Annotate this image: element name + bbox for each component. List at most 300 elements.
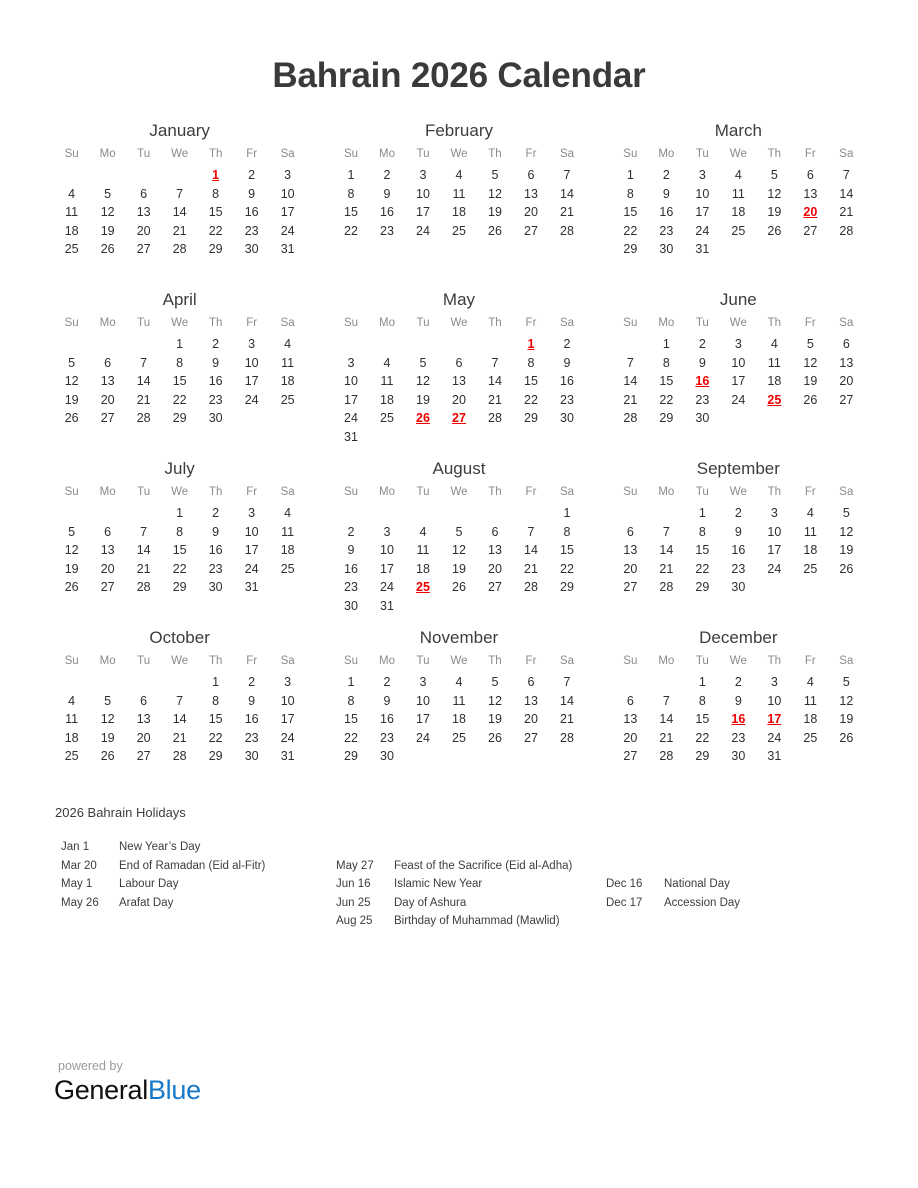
weekday-header: We: [171, 317, 189, 329]
day-cell: 6: [104, 524, 112, 539]
day-cell-holiday: 16: [695, 374, 710, 389]
day-cell: 13: [524, 186, 538, 201]
weekday-header: Fr: [525, 486, 537, 498]
day-cell: 21: [560, 205, 574, 220]
day-cell-empty: [612, 335, 648, 354]
day-cell: 17: [244, 543, 259, 558]
holiday-name: Labour Day: [119, 878, 179, 890]
day-cell: 24: [380, 580, 394, 595]
day-cell: 28: [488, 411, 502, 426]
day-cell: 14: [136, 543, 151, 558]
day-cell: 19: [64, 392, 79, 407]
day-cell-holiday: 1: [527, 337, 535, 352]
day-cell: 16: [208, 374, 223, 389]
month-block: [54, 290, 306, 459]
day-cell: 19: [488, 205, 502, 220]
day-cell: 11: [65, 205, 79, 220]
day-cell: 14: [524, 543, 538, 558]
day-cell: 27: [488, 580, 502, 595]
day-cell: 11: [452, 186, 466, 201]
week-row: [54, 729, 306, 748]
month-table: [333, 484, 585, 615]
day-cell: 7: [563, 675, 571, 690]
day-cell: 2: [383, 675, 391, 690]
day-cell: 22: [172, 561, 187, 576]
day-cell: 10: [280, 693, 295, 708]
holiday-date: Jun 25: [336, 896, 371, 909]
day-cell: 17: [416, 712, 430, 727]
day-cell: 23: [560, 392, 574, 407]
day-cell-empty: [162, 166, 198, 185]
weekday-header: Th: [767, 317, 782, 329]
week-row: [54, 710, 306, 729]
weekday-header: Sa: [559, 486, 575, 498]
day-cell-empty: [792, 409, 828, 428]
day-cell: 18: [380, 392, 394, 407]
day-cell: 11: [803, 524, 817, 539]
month-block: [54, 628, 306, 797]
month-table: [612, 484, 864, 597]
day-cell-empty: [549, 747, 585, 766]
day-cell-empty: [441, 597, 477, 616]
day-cell-empty: [333, 335, 369, 354]
weekday-header: Th: [488, 486, 502, 498]
weekday-header: Sa: [280, 148, 295, 160]
day-cell: 7: [662, 693, 670, 708]
weekday-header: We: [729, 486, 747, 498]
day-cell: 10: [731, 355, 746, 370]
week-row: [612, 185, 864, 204]
day-cell: 5: [104, 693, 112, 708]
weekday-header: Mo: [99, 486, 116, 498]
day-cell: 16: [659, 205, 674, 220]
day-cell: 20: [623, 561, 638, 576]
weekday-header: Mo: [99, 317, 116, 329]
day-cell: 5: [842, 675, 850, 690]
day-cell: 3: [284, 675, 292, 690]
month-table: [333, 315, 585, 446]
day-cell: 2: [734, 675, 742, 690]
day-cell-empty: [648, 504, 684, 523]
day-cell-empty: [792, 578, 828, 597]
day-cell: 21: [560, 712, 574, 727]
day-cell: 29: [344, 749, 358, 764]
day-cell: 7: [176, 186, 184, 201]
week-row: [333, 428, 585, 447]
day-cell: 26: [803, 392, 818, 407]
day-cell: 10: [767, 693, 782, 708]
holiday-name: Arafat Day: [119, 896, 174, 909]
day-cell: 4: [383, 355, 391, 370]
holiday-legend-row: [336, 857, 606, 876]
day-cell: 2: [347, 524, 355, 539]
month-block: [333, 121, 585, 290]
day-cell: 25: [64, 242, 79, 257]
weekday-header: Tu: [695, 148, 709, 160]
day-cell: 11: [281, 355, 295, 370]
day-cell: 27: [524, 223, 538, 238]
day-cell: 9: [248, 693, 256, 708]
day-cell: 30: [244, 242, 259, 257]
day-cell-empty: [720, 240, 756, 259]
day-cell: 20: [524, 712, 538, 727]
day-cell: 3: [284, 168, 292, 183]
week-row: [612, 710, 864, 729]
day-cell: 4: [419, 524, 427, 539]
day-cell: 11: [767, 355, 781, 370]
holiday-name: Feast of the Sacrifice (Eid al-Adha): [394, 859, 573, 872]
day-cell: 19: [803, 374, 818, 389]
day-cell: 6: [455, 355, 463, 370]
day-cell: 4: [455, 675, 463, 690]
logo-text-blue: Blue: [147, 1075, 201, 1105]
day-cell: 23: [731, 730, 746, 745]
weekday-header: Th: [767, 148, 782, 160]
day-cell: 15: [695, 543, 710, 558]
week-row: [612, 391, 864, 410]
weekday-header: We: [450, 655, 468, 667]
holiday-date: May 27: [336, 859, 374, 872]
day-cell: 4: [806, 506, 814, 521]
day-cell: 5: [104, 186, 112, 201]
day-cell: 10: [695, 186, 710, 201]
day-cell: 18: [280, 374, 295, 389]
day-cell: 27: [623, 580, 638, 595]
day-cell: 13: [136, 205, 151, 220]
month-table: [333, 146, 585, 240]
week-row: [333, 578, 585, 597]
weekday-header: We: [450, 486, 468, 498]
weekday-header: Mo: [378, 148, 395, 160]
day-cell: 31: [380, 598, 394, 613]
weekday-header: Th: [767, 655, 782, 667]
day-cell: 8: [698, 693, 706, 708]
day-cell: 13: [488, 543, 502, 558]
day-cell: 15: [208, 712, 223, 727]
weekday-header: Th: [208, 655, 223, 667]
weekday-header: Sa: [280, 486, 295, 498]
holiday-date: Aug 25: [336, 915, 373, 927]
day-cell: 24: [280, 730, 295, 745]
day-cell: 12: [64, 543, 79, 558]
day-cell-holiday: 26: [416, 411, 430, 426]
holiday-legend-row: [606, 894, 846, 913]
day-cell: 25: [280, 561, 295, 576]
day-cell: 31: [280, 749, 295, 764]
day-cell: 23: [344, 580, 358, 595]
weekday-header: Tu: [695, 655, 709, 667]
day-cell: 22: [208, 223, 223, 238]
weekday-header: Mo: [99, 148, 116, 160]
week-row: [333, 222, 585, 241]
weekday-header: Su: [64, 486, 79, 498]
day-cell: 30: [659, 242, 674, 257]
day-cell: 8: [347, 693, 355, 708]
weekday-header: Th: [208, 148, 223, 160]
weekday-header: Fr: [525, 317, 537, 329]
day-cell-empty: [513, 428, 549, 447]
day-cell: 22: [344, 223, 358, 238]
day-cell: 22: [524, 392, 538, 407]
weekday-header: We: [171, 148, 189, 160]
day-cell-empty: [405, 335, 441, 354]
day-cell: 13: [839, 355, 854, 370]
weekday-header: Sa: [559, 655, 575, 667]
day-cell: 23: [380, 730, 394, 745]
day-cell: 24: [767, 561, 782, 576]
day-cell: 13: [100, 374, 115, 389]
holiday-date: Dec 17: [606, 896, 643, 909]
day-cell-empty: [828, 747, 864, 766]
day-cell-empty: [405, 428, 441, 447]
month-block: [333, 290, 585, 459]
day-cell-empty: [369, 504, 405, 523]
day-cell: 20: [839, 374, 854, 389]
day-cell: 28: [623, 411, 638, 426]
day-cell: 20: [136, 730, 151, 745]
day-cell: 14: [136, 374, 151, 389]
day-cell: 4: [68, 186, 76, 201]
day-cell-empty: [54, 504, 90, 523]
day-cell: 6: [527, 675, 535, 690]
day-cell: 30: [560, 411, 574, 426]
day-cell: 7: [491, 355, 499, 370]
day-cell: 27: [136, 242, 151, 257]
day-cell-holiday: 20: [803, 205, 818, 220]
day-cell: 3: [698, 168, 706, 183]
day-cell: 10: [416, 693, 430, 708]
holiday-name: End of Ramadan (Eid al-Fitr): [119, 859, 266, 872]
day-cell: 23: [659, 223, 674, 238]
day-cell: 8: [527, 355, 535, 370]
day-cell: 2: [734, 506, 742, 521]
holiday-legend-row: [61, 857, 336, 876]
day-cell: 14: [560, 693, 574, 708]
week-row: [612, 578, 864, 597]
day-cell: 31: [244, 580, 259, 595]
day-cell: 3: [770, 506, 778, 521]
week-row: [612, 504, 864, 523]
day-cell: 15: [560, 543, 574, 558]
weekday-header: Mo: [378, 317, 395, 329]
day-cell: 26: [64, 411, 79, 426]
day-cell: 4: [806, 675, 814, 690]
month-block: [612, 290, 864, 459]
day-cell: 15: [208, 205, 223, 220]
day-cell-empty: [756, 409, 792, 428]
day-cell-empty: [513, 747, 549, 766]
weekday-header: Sa: [839, 317, 854, 329]
week-row: [54, 354, 306, 373]
day-cell: 26: [64, 580, 79, 595]
day-cell: 19: [488, 712, 502, 727]
day-cell: 5: [455, 524, 463, 539]
day-cell: 22: [695, 730, 710, 745]
day-cell: 10: [767, 524, 782, 539]
holiday-legend-row: [336, 912, 606, 931]
day-cell-empty: [828, 240, 864, 259]
day-cell: 18: [731, 205, 746, 220]
week-row: [612, 354, 864, 373]
day-cell: 7: [176, 693, 184, 708]
day-cell-empty: [549, 428, 585, 447]
day-cell: 14: [659, 712, 674, 727]
day-cell: 29: [560, 580, 574, 595]
week-row: [54, 504, 306, 523]
day-cell: 11: [281, 524, 295, 539]
day-cell: 21: [488, 392, 502, 407]
month-name: November: [419, 628, 499, 647]
month-name: July: [164, 459, 195, 478]
day-cell: 13: [100, 543, 115, 558]
day-cell: 14: [172, 205, 187, 220]
weekday-header-row: [54, 315, 306, 335]
day-cell: 26: [488, 730, 502, 745]
month-name: September: [696, 459, 780, 478]
day-cell: 6: [842, 337, 850, 352]
weekday-header: Tu: [695, 317, 709, 329]
weekday-header: Tu: [416, 317, 430, 329]
weekday-header-row: [612, 653, 864, 673]
day-cell: 22: [344, 730, 358, 745]
day-cell: 30: [344, 598, 358, 613]
day-cell: 15: [695, 712, 710, 727]
day-cell: 27: [623, 749, 638, 764]
holiday-name: National Day: [664, 878, 730, 890]
day-cell: 20: [524, 205, 538, 220]
day-cell: 29: [524, 411, 538, 426]
day-cell: 12: [488, 693, 502, 708]
weekday-header: We: [171, 486, 189, 498]
day-cell: 8: [176, 355, 184, 370]
day-cell-empty: [405, 597, 441, 616]
logo-text-general: General: [54, 1075, 148, 1105]
day-cell: 6: [806, 168, 814, 183]
day-cell: 12: [452, 543, 466, 558]
day-cell: 18: [767, 374, 782, 389]
day-cell-empty: [270, 409, 306, 428]
day-cell: 27: [803, 223, 818, 238]
weekday-header: Fr: [246, 317, 258, 329]
day-cell: 15: [623, 205, 638, 220]
day-cell-empty: [90, 166, 126, 185]
day-cell: 21: [839, 205, 854, 220]
day-cell: 17: [280, 205, 295, 220]
day-cell: 20: [452, 392, 466, 407]
weekday-header: Tu: [416, 655, 430, 667]
day-cell: 28: [136, 411, 151, 426]
day-cell: 10: [416, 186, 430, 201]
month-name: April: [162, 290, 197, 309]
weekday-header: Su: [343, 148, 359, 160]
day-cell-holiday: 17: [767, 712, 782, 727]
day-cell: 12: [64, 374, 79, 389]
week-row: [54, 166, 306, 185]
weekday-header-row: [333, 315, 585, 335]
week-row: [54, 203, 306, 222]
day-cell: 5: [491, 168, 499, 183]
weekday-header: We: [171, 655, 189, 667]
week-row: [333, 504, 585, 523]
day-cell-empty: [90, 335, 126, 354]
day-cell: 16: [208, 543, 223, 558]
month-table: [333, 653, 585, 766]
page-title: Bahrain 2026 Calendar: [272, 56, 646, 95]
day-cell: 10: [280, 186, 295, 201]
day-cell: 16: [380, 712, 394, 727]
day-cell: 7: [140, 524, 148, 539]
day-cell: 6: [626, 524, 634, 539]
day-cell: 29: [172, 580, 187, 595]
day-cell: 23: [695, 392, 710, 407]
day-cell: 6: [491, 524, 499, 539]
day-cell: 12: [767, 186, 782, 201]
holiday-date: Jun 16: [336, 878, 371, 890]
day-cell: 11: [380, 374, 394, 389]
day-cell: 13: [452, 374, 466, 389]
day-cell: 11: [65, 712, 79, 727]
month-name: January: [149, 121, 210, 140]
day-cell: 28: [659, 580, 674, 595]
week-row: [333, 391, 585, 410]
day-cell-empty: [477, 504, 513, 523]
day-cell: 28: [839, 223, 854, 238]
weekday-header: Fr: [804, 486, 816, 498]
day-cell: 10: [244, 355, 259, 370]
generalblue-logo: [54, 1074, 201, 1106]
week-row: [333, 541, 585, 560]
weekday-header: Su: [623, 148, 638, 160]
day-cell: 26: [488, 223, 502, 238]
day-cell: 29: [695, 580, 710, 595]
holidays-legend-column: [336, 838, 606, 931]
day-cell: 12: [100, 712, 115, 727]
day-cell: 15: [172, 543, 187, 558]
month-table: [54, 484, 306, 597]
day-cell: 3: [383, 524, 391, 539]
day-cell-empty: [126, 673, 162, 692]
weekday-header-row: [54, 484, 306, 504]
week-row: [612, 747, 864, 766]
day-cell: 18: [64, 223, 79, 238]
day-cell: 15: [344, 712, 358, 727]
day-cell: 16: [244, 205, 259, 220]
day-cell: 20: [623, 730, 638, 745]
day-cell: 20: [100, 392, 115, 407]
day-cell: 14: [623, 374, 638, 389]
day-cell: 23: [380, 223, 394, 238]
weekday-header: Sa: [280, 655, 295, 667]
day-cell: 21: [623, 392, 638, 407]
day-cell: 16: [244, 712, 259, 727]
day-cell: 24: [244, 561, 259, 576]
month-block: [333, 628, 585, 797]
weekday-header: Mo: [658, 317, 675, 329]
day-cell: 26: [100, 749, 115, 764]
weekday-header: Fr: [525, 655, 537, 667]
week-row: [612, 240, 864, 259]
day-cell: 8: [212, 186, 220, 201]
day-cell: 16: [731, 543, 746, 558]
day-cell: 4: [770, 337, 778, 352]
day-cell: 24: [280, 223, 295, 238]
day-cell: 24: [695, 223, 710, 238]
month-block: [612, 459, 864, 628]
day-cell: 2: [662, 168, 670, 183]
day-cell: 30: [208, 411, 223, 426]
day-cell: 5: [491, 675, 499, 690]
day-cell: 8: [698, 524, 706, 539]
